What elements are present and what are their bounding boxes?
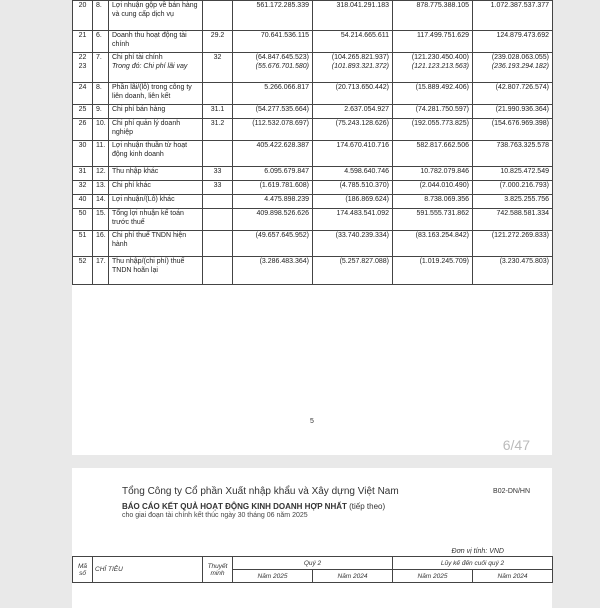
row-cell-ytd-2025	[393, 119, 473, 141]
header-ytd: Lũy kế đến cuối quý 2	[393, 557, 553, 570]
row-value-q2-2025: 6.095.679.847	[264, 168, 309, 175]
row-cell-ytd-2025	[393, 1, 473, 31]
header-code: Mã số	[73, 557, 93, 583]
row-value-ytd-2025: 591.555.731.862	[416, 210, 469, 217]
header-quarter: Quý 2	[233, 557, 393, 570]
row-value-q2-2025: 409.898.526.626	[256, 210, 309, 217]
row-cell-q2-2025	[233, 141, 313, 167]
row-label-text: Lợi nhuận/(Lỗ) khác	[112, 196, 175, 203]
row-code	[73, 195, 93, 209]
table-row	[73, 119, 553, 141]
row-index-value: 10.	[96, 120, 106, 127]
row-cell-q2-2024	[313, 119, 393, 141]
row-value-ytd-2025: 878.775.388.105	[416, 2, 469, 9]
row-index	[93, 257, 109, 285]
row-label-text: Lợi nhuận thuần từ hoạt động kinh doanh	[112, 142, 188, 158]
table-row	[73, 195, 553, 209]
row-index	[93, 141, 109, 167]
row-code	[73, 53, 93, 83]
row-cell-q2-2024	[313, 1, 393, 31]
row-code	[73, 209, 93, 231]
table-body	[73, 1, 553, 285]
row-label-text: Chi phí khác	[112, 182, 151, 189]
row-value-q2-2025: (64.847.645.523)	[255, 54, 309, 61]
row-index	[93, 181, 109, 195]
row-value-ytd-2024: (239.028.063.055)	[491, 54, 549, 61]
row-note	[203, 141, 233, 167]
table-row	[73, 181, 553, 195]
row-label-text: Phần lãi/(lỗ) trong công ty liên doanh, liên kết	[112, 84, 192, 100]
row-index	[93, 167, 109, 181]
row-code	[73, 83, 93, 105]
row-value-ytd-2024: 10.825.472.549	[500, 168, 549, 175]
row-value-ytd-2025: (1.019.245.709)	[419, 258, 469, 265]
row-note	[203, 257, 233, 285]
row-cell-q2-2025	[233, 257, 313, 285]
row-code-value: 32	[78, 182, 87, 189]
row-cell-q2-2025	[233, 167, 313, 181]
row-cell-q2-2024	[313, 105, 393, 119]
row-cell-ytd-2024	[473, 231, 553, 257]
row-note-value: 33	[213, 182, 222, 189]
row-value-q2-2025: 405.422.628.387	[256, 142, 309, 149]
row-cell-q2-2025	[233, 209, 313, 231]
row-label	[109, 83, 203, 105]
row-index-value: 9.	[96, 106, 102, 113]
row-code-value: 31	[78, 168, 87, 175]
header-indicator: CHỈ TIÊU	[93, 557, 203, 583]
row-cell-ytd-2025	[393, 209, 473, 231]
report-title-tag: (tiếp theo)	[349, 502, 386, 511]
row-cell-q2-2025	[233, 181, 313, 195]
row-value-q2-2025: (54.277.535.664)	[255, 106, 309, 113]
table-row	[73, 231, 553, 257]
table-row	[73, 83, 553, 105]
row-code	[73, 167, 93, 181]
row-cell-ytd-2024	[473, 83, 553, 105]
table-row	[73, 53, 553, 83]
row-cell-q2-2024	[313, 181, 393, 195]
header-q-2025: Năm 2025	[233, 570, 313, 583]
row-code-value: 40	[78, 196, 87, 203]
row-cell-q2-2025	[233, 105, 313, 119]
row-label-text: Chi phí tài chính	[112, 54, 163, 61]
row-value-q2-2024: 174.670.410.716	[336, 142, 389, 149]
row-value-q2-2024: 2.637.054.927	[344, 106, 389, 113]
row-cell-ytd-2024	[473, 31, 553, 53]
row-value-ytd-2024: 1.072.387.537.377	[490, 2, 549, 9]
row-label	[109, 1, 203, 31]
row-value-ytd-2024: (21.990.936.364)	[495, 106, 549, 113]
row-label-text: Chi phí quản lý doanh nghiệp	[112, 120, 181, 136]
row-value-q2-2025: (1.619.781.608)	[259, 182, 309, 189]
row-value-ytd-2025: 582.817.662.506	[416, 142, 469, 149]
row-cell-q2-2025	[233, 53, 313, 83]
page-number: 5	[310, 418, 314, 425]
row-label-text: Chi phí bán hàng	[112, 106, 166, 113]
header-q-2024: Năm 2024	[313, 570, 393, 583]
row-index-value: 15.	[96, 210, 106, 217]
row-index	[93, 83, 109, 105]
row-value-ytd-2025: (15.889.492.406)	[415, 84, 469, 91]
row-label	[109, 31, 203, 53]
row-code	[73, 119, 93, 141]
row-cell-q2-2024	[313, 53, 393, 83]
row-index-value: 11.	[96, 142, 106, 149]
row-cell-q2-2024	[313, 141, 393, 167]
header-ytd-2024: Năm 2024	[473, 570, 553, 583]
row-value-ytd-2025: 10.782.079.846	[420, 168, 469, 175]
row-label	[109, 167, 203, 181]
row-value-q2-2024: (186.869.624)	[345, 196, 389, 203]
row-cell-q2-2024	[313, 195, 393, 209]
row-sub-value-q2-2025: (55.676.701.580)	[255, 62, 309, 70]
row-label	[109, 209, 203, 231]
table-row	[73, 141, 553, 167]
row-cell-ytd-2025	[393, 31, 473, 53]
row-value-ytd-2025: (83.163.254.842)	[415, 232, 469, 239]
row-label	[109, 105, 203, 119]
row-cell-ytd-2025	[393, 231, 473, 257]
row-index	[93, 1, 109, 31]
row-note-value: 31.2	[210, 120, 225, 127]
row-label	[109, 141, 203, 167]
row-code-value: 20	[78, 2, 87, 9]
row-value-q2-2025: (49.657.645.952)	[255, 232, 309, 239]
row-value-ytd-2024: (3.230.475.803)	[499, 258, 549, 265]
row-value-ytd-2024: (42.807.726.574)	[495, 84, 549, 91]
row-note	[203, 119, 233, 141]
row-cell-q2-2024	[313, 257, 393, 285]
row-note-value: 31.1	[210, 106, 225, 113]
row-index	[93, 231, 109, 257]
row-cell-q2-2024	[313, 167, 393, 181]
row-value-q2-2025: (3.286.483.364)	[259, 258, 309, 265]
header-ytd-2025: Năm 2025	[393, 570, 473, 583]
income-statement-table	[72, 0, 553, 285]
row-cell-ytd-2025	[393, 83, 473, 105]
row-value-ytd-2024: 124.879.473.692	[496, 32, 549, 39]
row-note	[203, 195, 233, 209]
row-cell-ytd-2024	[473, 141, 553, 167]
row-label	[109, 195, 203, 209]
row-code-value: 26	[78, 120, 87, 127]
row-code-value: 24	[78, 84, 87, 91]
row-cell-q2-2024	[313, 231, 393, 257]
row-value-ytd-2024: 3.825.255.756	[504, 196, 549, 203]
row-value-q2-2024: (5.257.827.088)	[339, 258, 389, 265]
report-period: cho giai đoạn tài chính kết thúc ngày 30 tháng 06 năm 2025	[122, 512, 308, 519]
row-note	[203, 1, 233, 31]
row-sub-value-ytd-2025: (121.123.213.563)	[411, 62, 469, 70]
row-value-ytd-2025: 8.738.069.356	[424, 196, 469, 203]
row-index-value: 16.	[96, 232, 106, 239]
row-cell-ytd-2025	[393, 195, 473, 209]
row-index-value: 8.	[96, 84, 102, 91]
row-code	[73, 257, 93, 285]
page-current	[72, 468, 552, 608]
row-cell-ytd-2024	[473, 119, 553, 141]
row-index	[93, 195, 109, 209]
row-cell-q2-2025	[233, 231, 313, 257]
row-value-q2-2024: (33.740.239.334)	[335, 232, 389, 239]
row-cell-q2-2025	[233, 83, 313, 105]
row-code-value: 25	[78, 106, 87, 113]
row-cell-ytd-2024	[473, 1, 553, 31]
row-index-value: 12.	[96, 168, 106, 175]
row-note-value: 32	[213, 54, 222, 61]
row-index-value: 13.	[96, 182, 106, 189]
row-index-value: 7.	[96, 54, 102, 61]
row-label-text: Thu nhập/(chi phí) thuế TNDN hoãn lại	[112, 258, 185, 274]
row-value-q2-2024: (104.265.821.937)	[331, 54, 389, 61]
row-cell-ytd-2025	[393, 257, 473, 285]
row-value-ytd-2024: (7.000.216.793)	[499, 182, 549, 189]
table-row	[73, 209, 553, 231]
row-cell-ytd-2024	[473, 195, 553, 209]
page-previous	[72, 0, 552, 455]
row-code	[73, 105, 93, 119]
row-code	[73, 31, 93, 53]
row-note	[203, 181, 233, 195]
row-value-ytd-2024: 738.763.325.578	[496, 142, 549, 149]
row-value-q2-2025: 4.475.898.239	[264, 196, 309, 203]
row-value-ytd-2025: 117.499.751.629	[416, 32, 469, 39]
header-note: Thuyết minh	[203, 557, 233, 583]
row-note-value: 33	[213, 168, 222, 175]
row-value-ytd-2024: (154.676.969.398)	[491, 120, 549, 127]
row-sub-code: 23	[78, 62, 87, 70]
form-code: B02-DN/HN	[493, 488, 530, 495]
row-label	[109, 53, 203, 83]
row-cell-ytd-2025	[393, 105, 473, 119]
table-row	[73, 167, 553, 181]
row-label-text: Tổng lợi nhuận kế toán trước thuế	[112, 210, 184, 226]
row-sub-value-q2-2024: (101.893.321.372)	[331, 62, 389, 70]
row-cell-q2-2024	[313, 209, 393, 231]
row-label-text: Chi phí thuế TNDN hiện hành	[112, 232, 187, 248]
row-value-q2-2025: 561.172.285.339	[256, 2, 309, 9]
row-code-value: 30	[78, 142, 87, 149]
table-row	[73, 257, 553, 285]
row-label-text: Doanh thu hoạt động tài chính	[112, 32, 187, 48]
row-value-q2-2025: 5.266.066.817	[264, 84, 309, 91]
row-cell-ytd-2024	[473, 167, 553, 181]
row-sub-label: Trong đó: Chi phí lãi vay	[112, 62, 188, 70]
row-index	[93, 31, 109, 53]
row-value-ytd-2024: (121.272.269.833)	[491, 232, 549, 239]
row-value-q2-2024: (75.243.128.626)	[335, 120, 389, 127]
row-code	[73, 141, 93, 167]
row-index-value: 14.	[96, 196, 106, 203]
row-cell-q2-2024	[313, 31, 393, 53]
row-cell-ytd-2025	[393, 53, 473, 83]
row-value-ytd-2025: (2.044.010.490)	[419, 182, 469, 189]
row-cell-ytd-2025	[393, 181, 473, 195]
row-cell-ytd-2024	[473, 53, 553, 83]
table-row	[73, 105, 553, 119]
row-code-value: 50	[78, 210, 87, 217]
row-value-ytd-2025: (121.230.450.400)	[411, 54, 469, 61]
report-title	[122, 502, 385, 511]
row-index-value: 6.	[96, 32, 102, 39]
row-label-text: Thu nhập khác	[112, 168, 159, 175]
row-label	[109, 181, 203, 195]
row-note-value: 29.2	[210, 32, 225, 39]
row-value-q2-2025: (112.532.078.697)	[252, 120, 309, 127]
row-value-ytd-2025: (192.055.773.825)	[411, 120, 469, 127]
row-note	[203, 231, 233, 257]
row-index	[93, 53, 109, 83]
row-index-value: 17.	[96, 258, 106, 265]
row-code-value: 22	[78, 54, 87, 61]
row-cell-q2-2025	[233, 1, 313, 31]
row-value-q2-2024: 54.214.665.611	[340, 32, 389, 39]
row-label	[109, 119, 203, 141]
row-code	[73, 1, 93, 31]
table-row	[73, 1, 553, 31]
row-cell-ytd-2025	[393, 141, 473, 167]
row-index	[93, 209, 109, 231]
row-value-q2-2024: 318.041.291.183	[336, 2, 389, 9]
row-code	[73, 231, 93, 257]
row-cell-q2-2024	[313, 83, 393, 105]
row-sub-value-ytd-2024: (236.193.294.182)	[491, 62, 549, 70]
row-note	[203, 209, 233, 231]
header-table	[72, 556, 553, 583]
row-label	[109, 231, 203, 257]
row-note	[203, 83, 233, 105]
row-code	[73, 181, 93, 195]
company-name: Tổng Công ty Cổ phần Xuất nhập khẩu và Xây dựng Việt Nam	[122, 486, 399, 497]
currency-unit: Đơn vị tính: VND	[451, 548, 504, 555]
row-label-text: Lợi nhuận gộp về bán hàng và cung cấp dịch vụ	[112, 2, 198, 18]
table-row	[73, 31, 553, 53]
row-cell-ytd-2024	[473, 105, 553, 119]
row-label	[109, 257, 203, 285]
row-cell-ytd-2024	[473, 181, 553, 195]
row-note	[203, 105, 233, 119]
row-note	[203, 167, 233, 181]
row-cell-q2-2025	[233, 31, 313, 53]
row-index	[93, 119, 109, 141]
row-note	[203, 31, 233, 53]
page-counter: 6/47	[502, 437, 530, 453]
row-cell-q2-2025	[233, 119, 313, 141]
row-cell-ytd-2025	[393, 167, 473, 181]
row-index-value: 8.	[96, 2, 102, 9]
row-value-q2-2024: 4.598.640.746	[344, 168, 389, 175]
row-value-q2-2024: (4.785.510.370)	[339, 182, 389, 189]
row-cell-ytd-2024	[473, 257, 553, 285]
row-value-q2-2024: 174.483.541.092	[336, 210, 389, 217]
row-value-q2-2024: (20.713.650.442)	[335, 84, 389, 91]
row-code-value: 51	[78, 232, 87, 239]
row-value-q2-2025: 70.641.536.115	[260, 32, 309, 39]
row-code-value: 52	[78, 258, 87, 265]
row-value-ytd-2024: 742.588.581.334	[496, 210, 549, 217]
row-note	[203, 53, 233, 83]
row-code-value: 21	[78, 32, 87, 39]
row-value-ytd-2025: (74.281.750.597)	[415, 106, 469, 113]
row-cell-ytd-2024	[473, 209, 553, 231]
report-title-text: BÁO CÁO KẾT QUẢ HOẠT ĐỘNG KINH DOANH HỢP NHẤT	[122, 502, 347, 511]
row-index	[93, 105, 109, 119]
row-cell-q2-2025	[233, 195, 313, 209]
